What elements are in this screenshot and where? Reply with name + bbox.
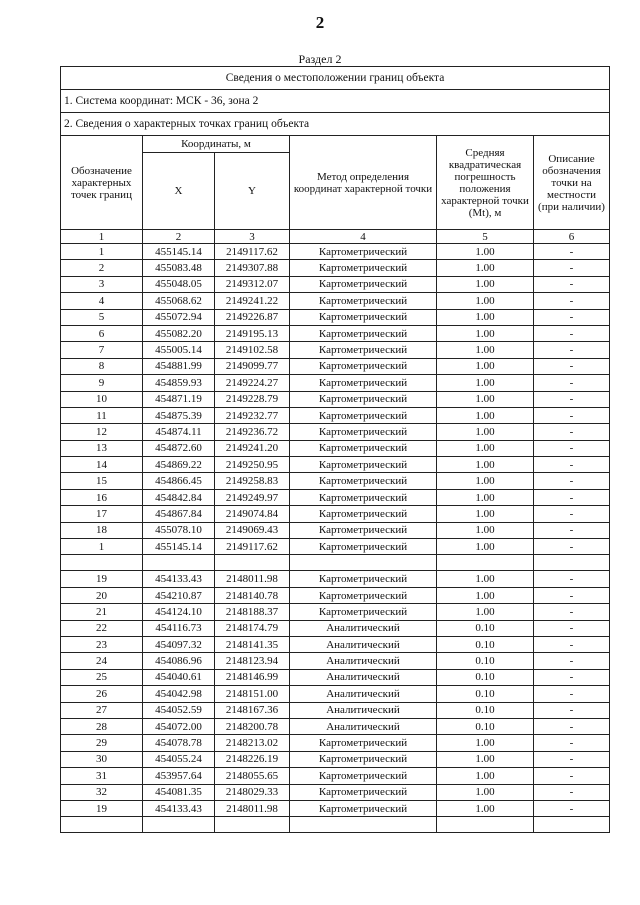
header-y: Y: [215, 153, 290, 230]
method-cell: Картометрический: [290, 522, 437, 538]
description-cell: -: [534, 587, 610, 603]
point-number-cell: 32: [61, 784, 143, 800]
table-row: [61, 686, 610, 702]
point-number-cell: 13: [61, 440, 143, 456]
description-cell: -: [534, 506, 610, 522]
x-coordinate-cell: 454866.45: [143, 473, 215, 489]
error-cell: 1.00: [437, 489, 534, 505]
method-cell: Картометрический: [290, 800, 437, 816]
error-cell: 1.00: [437, 784, 534, 800]
table-row: [61, 342, 610, 358]
point-number-cell: 23: [61, 636, 143, 652]
method-cell: Аналитический: [290, 620, 437, 636]
error-cell: 0.10: [437, 686, 534, 702]
point-number-cell: 16: [61, 489, 143, 505]
error-cell: 1.00: [437, 424, 534, 440]
point-number-cell: 26: [61, 686, 143, 702]
point-number-cell: 17: [61, 506, 143, 522]
y-coordinate-cell: 2149241.20: [215, 440, 290, 456]
x-coordinate-cell: 455072.94: [143, 309, 215, 325]
table-row: [61, 620, 610, 636]
empty-cell: [143, 817, 215, 833]
error-cell: 1.00: [437, 571, 534, 587]
point-number-cell: 15: [61, 473, 143, 489]
x-coordinate-cell: 455078.10: [143, 522, 215, 538]
error-cell: 1.00: [437, 457, 534, 473]
x-coordinate-cell: 454875.39: [143, 407, 215, 423]
table-row: [61, 800, 610, 816]
empty-cell: [437, 555, 534, 571]
method-cell: Картометрический: [290, 440, 437, 456]
description-cell: -: [534, 784, 610, 800]
column-number-row: [61, 230, 610, 244]
table-row: [61, 653, 610, 669]
point-number-cell: 5: [61, 309, 143, 325]
method-cell: Картометрический: [290, 244, 437, 260]
empty-cell: [215, 817, 290, 833]
error-cell: 1.00: [437, 260, 534, 276]
table-row: [61, 604, 610, 620]
x-coordinate-cell: 454081.35: [143, 784, 215, 800]
description-cell: -: [534, 751, 610, 767]
column-number: 1: [61, 230, 143, 244]
table-row: [61, 244, 610, 260]
point-number-cell: 7: [61, 342, 143, 358]
x-coordinate-cell: 455068.62: [143, 293, 215, 309]
point-number-cell: 27: [61, 702, 143, 718]
x-coordinate-cell: 454055.24: [143, 751, 215, 767]
table-row: [61, 571, 610, 587]
points-heading: 2. Сведения о характерных точках границ объекта: [61, 113, 610, 136]
method-cell: Картометрический: [290, 784, 437, 800]
x-coordinate-cell: 454040.61: [143, 669, 215, 685]
point-number-cell: 11: [61, 407, 143, 423]
table-row: [61, 784, 610, 800]
x-coordinate-cell: 453957.64: [143, 768, 215, 784]
empty-cell: [143, 555, 215, 571]
description-cell: -: [534, 407, 610, 423]
method-cell: Аналитический: [290, 636, 437, 652]
error-cell: 1.00: [437, 309, 534, 325]
column-number: 4: [290, 230, 437, 244]
point-number-cell: 24: [61, 653, 143, 669]
method-cell: Картометрический: [290, 424, 437, 440]
method-cell: Картометрический: [290, 457, 437, 473]
description-cell: -: [534, 391, 610, 407]
description-cell: -: [534, 653, 610, 669]
x-coordinate-cell: 454042.98: [143, 686, 215, 702]
error-cell: 0.10: [437, 620, 534, 636]
method-cell: Аналитический: [290, 702, 437, 718]
y-coordinate-cell: 2149224.27: [215, 375, 290, 391]
table-row: [61, 424, 610, 440]
method-cell: Картометрический: [290, 358, 437, 374]
error-cell: 1.00: [437, 473, 534, 489]
empty-cell: [61, 817, 143, 833]
error-cell: 1.00: [437, 539, 534, 555]
y-coordinate-cell: 2148141.35: [215, 636, 290, 652]
y-coordinate-cell: 2148055.65: [215, 768, 290, 784]
point-number-cell: 28: [61, 718, 143, 734]
point-number-cell: 2: [61, 260, 143, 276]
table-row: [61, 276, 610, 292]
method-cell: Картометрический: [290, 751, 437, 767]
description-cell: -: [534, 325, 610, 341]
x-coordinate-cell: 455082.20: [143, 325, 215, 341]
header-x: X: [143, 153, 215, 230]
error-cell: 1.00: [437, 391, 534, 407]
description-cell: -: [534, 669, 610, 685]
description-cell: -: [534, 735, 610, 751]
error-cell: 1.00: [437, 244, 534, 260]
column-number: 2: [143, 230, 215, 244]
point-number-cell: 31: [61, 768, 143, 784]
method-cell: Аналитический: [290, 718, 437, 734]
description-cell: -: [534, 718, 610, 734]
method-cell: Картометрический: [290, 309, 437, 325]
description-cell: -: [534, 686, 610, 702]
section-title: Раздел 2: [298, 52, 342, 66]
table-row: [61, 587, 610, 603]
point-number-cell: 10: [61, 391, 143, 407]
error-cell: 1.00: [437, 751, 534, 767]
point-number-cell: 14: [61, 457, 143, 473]
x-coordinate-cell: 454124.10: [143, 604, 215, 620]
error-cell: 1.00: [437, 358, 534, 374]
description-cell: -: [534, 342, 610, 358]
error-cell: 0.10: [437, 669, 534, 685]
x-coordinate-cell: 454086.96: [143, 653, 215, 669]
description-cell: -: [534, 244, 610, 260]
error-cell: 1.00: [437, 506, 534, 522]
column-number: 3: [215, 230, 290, 244]
error-cell: 1.00: [437, 735, 534, 751]
x-coordinate-cell: 454097.32: [143, 636, 215, 652]
table-row: [61, 539, 610, 555]
header-point-designation: Обозначение характерных точек границ: [61, 136, 143, 230]
y-coordinate-cell: 2148174.79: [215, 620, 290, 636]
method-cell: Картометрический: [290, 539, 437, 555]
y-coordinate-cell: 2148151.00: [215, 686, 290, 702]
coordinate-system: 1. Система координат: МСК - 36, зона 2: [61, 90, 610, 113]
y-coordinate-cell: 2148167.36: [215, 702, 290, 718]
method-cell: Картометрический: [290, 407, 437, 423]
empty-cell: [61, 555, 143, 571]
method-cell: Картометрический: [290, 375, 437, 391]
error-cell: 1.00: [437, 325, 534, 341]
y-coordinate-cell: 2149307.88: [215, 260, 290, 276]
point-number-cell: 30: [61, 751, 143, 767]
y-coordinate-cell: 2149117.62: [215, 244, 290, 260]
empty-cell: [290, 555, 437, 571]
description-cell: -: [534, 702, 610, 718]
table-row: [61, 293, 610, 309]
x-coordinate-cell: 454842.84: [143, 489, 215, 505]
error-cell: 1.00: [437, 522, 534, 538]
y-coordinate-cell: 2148213.02: [215, 735, 290, 751]
description-cell: -: [534, 473, 610, 489]
point-number-cell: 22: [61, 620, 143, 636]
point-number-cell: 3: [61, 276, 143, 292]
empty-cell: [290, 817, 437, 833]
method-cell: Картометрический: [290, 571, 437, 587]
error-cell: 1.00: [437, 407, 534, 423]
header-description: Описание обозначения точки на местности (при наличии): [534, 136, 610, 230]
method-cell: Картометрический: [290, 325, 437, 341]
y-coordinate-cell: 2148011.98: [215, 800, 290, 816]
column-number: 5: [437, 230, 534, 244]
y-coordinate-cell: 2149099.77: [215, 358, 290, 374]
x-coordinate-cell: 454867.84: [143, 506, 215, 522]
table-row: [61, 358, 610, 374]
y-coordinate-cell: 2149195.13: [215, 325, 290, 341]
y-coordinate-cell: 2149241.22: [215, 293, 290, 309]
y-coordinate-cell: 2149236.72: [215, 424, 290, 440]
x-coordinate-cell: 454116.73: [143, 620, 215, 636]
method-cell: Картометрический: [290, 768, 437, 784]
description-cell: -: [534, 276, 610, 292]
y-coordinate-cell: 2148226.19: [215, 751, 290, 767]
y-coordinate-cell: 2148200.78: [215, 718, 290, 734]
x-coordinate-cell: 454072.00: [143, 718, 215, 734]
empty-cell: [534, 555, 610, 571]
error-cell: 1.00: [437, 604, 534, 620]
y-coordinate-cell: 2149232.77: [215, 407, 290, 423]
x-coordinate-cell: 454872.60: [143, 440, 215, 456]
y-coordinate-cell: 2149102.58: [215, 342, 290, 358]
point-number-cell: 1: [61, 244, 143, 260]
description-cell: -: [534, 604, 610, 620]
description-cell: -: [534, 539, 610, 555]
y-coordinate-cell: 2149117.62: [215, 539, 290, 555]
x-coordinate-cell: 454871.19: [143, 391, 215, 407]
point-number-cell: 4: [61, 293, 143, 309]
description-cell: -: [534, 800, 610, 816]
y-coordinate-cell: 2148011.98: [215, 571, 290, 587]
x-coordinate-cell: 454078.78: [143, 735, 215, 751]
column-number: 6: [534, 230, 610, 244]
error-cell: 1.00: [437, 440, 534, 456]
table-title: Сведения о местоположении границ объекта: [61, 67, 610, 90]
description-cell: -: [534, 424, 610, 440]
error-cell: 1.00: [437, 276, 534, 292]
description-cell: -: [534, 489, 610, 505]
method-cell: Картометрический: [290, 506, 437, 522]
description-cell: -: [534, 620, 610, 636]
description-cell: -: [534, 522, 610, 538]
method-cell: Картометрический: [290, 587, 437, 603]
description-cell: -: [534, 768, 610, 784]
table-row: [61, 768, 610, 784]
point-number-cell: 9: [61, 375, 143, 391]
table-row: [61, 751, 610, 767]
x-coordinate-cell: 454133.43: [143, 571, 215, 587]
y-coordinate-cell: 2149258.83: [215, 473, 290, 489]
description-cell: -: [534, 440, 610, 456]
table-row: [61, 457, 610, 473]
table-row: [61, 473, 610, 489]
description-cell: -: [534, 571, 610, 587]
y-coordinate-cell: 2148140.78: [215, 587, 290, 603]
table-row: [61, 735, 610, 751]
error-cell: 0.10: [437, 636, 534, 652]
method-cell: Аналитический: [290, 686, 437, 702]
x-coordinate-cell: 454881.99: [143, 358, 215, 374]
table-row: [61, 309, 610, 325]
header-error: Средняя квадратическая погрешность положения характерной точки (Mt), м: [437, 136, 534, 230]
table-row: [61, 636, 610, 652]
method-cell: Картометрический: [290, 735, 437, 751]
y-coordinate-cell: 2149226.87: [215, 309, 290, 325]
table-row: [61, 440, 610, 456]
page-number: 2: [315, 13, 325, 32]
table-row: [61, 718, 610, 734]
table-row: [61, 391, 610, 407]
header-method: Метод определения координат характерной точки: [290, 136, 437, 230]
point-number-cell: 8: [61, 358, 143, 374]
table-row: [61, 506, 610, 522]
point-number-cell: 19: [61, 571, 143, 587]
y-coordinate-cell: 2149228.79: [215, 391, 290, 407]
empty-cell: [215, 555, 290, 571]
method-cell: Картометрический: [290, 260, 437, 276]
error-cell: 1.00: [437, 800, 534, 816]
empty-cell: [437, 817, 534, 833]
y-coordinate-cell: 2148188.37: [215, 604, 290, 620]
x-coordinate-cell: 454859.93: [143, 375, 215, 391]
point-number-cell: 18: [61, 522, 143, 538]
table-row: [61, 375, 610, 391]
x-coordinate-cell: 454133.43: [143, 800, 215, 816]
y-coordinate-cell: 2149069.43: [215, 522, 290, 538]
point-number-cell: 6: [61, 325, 143, 341]
description-cell: -: [534, 293, 610, 309]
y-coordinate-cell: 2148146.99: [215, 669, 290, 685]
method-cell: Картометрический: [290, 276, 437, 292]
point-number-cell: 19: [61, 800, 143, 816]
error-cell: 0.10: [437, 653, 534, 669]
y-coordinate-cell: 2149250.95: [215, 457, 290, 473]
x-coordinate-cell: 455005.14: [143, 342, 215, 358]
error-cell: 1.00: [437, 375, 534, 391]
table-row: [61, 702, 610, 718]
description-cell: -: [534, 260, 610, 276]
error-cell: 0.10: [437, 702, 534, 718]
error-cell: 1.00: [437, 342, 534, 358]
description-cell: -: [534, 457, 610, 473]
y-coordinate-cell: 2149074.84: [215, 506, 290, 522]
method-cell: Картометрический: [290, 489, 437, 505]
x-coordinate-cell: 455048.05: [143, 276, 215, 292]
y-coordinate-cell: 2149249.97: [215, 489, 290, 505]
method-cell: Картометрический: [290, 342, 437, 358]
method-cell: Аналитический: [290, 669, 437, 685]
method-cell: Картометрический: [290, 473, 437, 489]
header-coordinates: Координаты, м: [143, 136, 290, 153]
x-coordinate-cell: 454210.87: [143, 587, 215, 603]
x-coordinate-cell: 454874.11: [143, 424, 215, 440]
error-cell: 1.00: [437, 768, 534, 784]
x-coordinate-cell: 454052.59: [143, 702, 215, 718]
x-coordinate-cell: 455145.14: [143, 539, 215, 555]
description-cell: -: [534, 636, 610, 652]
point-number-cell: 25: [61, 669, 143, 685]
boundary-points-table: [60, 66, 610, 833]
table-row: [61, 489, 610, 505]
y-coordinate-cell: 2148123.94: [215, 653, 290, 669]
table-row: [61, 325, 610, 341]
description-cell: -: [534, 358, 610, 374]
method-cell: Картометрический: [290, 604, 437, 620]
trailing-empty-row: [61, 817, 610, 833]
point-number-cell: 1: [61, 539, 143, 555]
group-spacer-row: [61, 555, 610, 571]
error-cell: 0.10: [437, 718, 534, 734]
x-coordinate-cell: 454869.22: [143, 457, 215, 473]
description-cell: -: [534, 309, 610, 325]
method-cell: Картометрический: [290, 391, 437, 407]
method-cell: Картометрический: [290, 293, 437, 309]
point-number-cell: 12: [61, 424, 143, 440]
table-row: [61, 522, 610, 538]
error-cell: 1.00: [437, 293, 534, 309]
point-number-cell: 20: [61, 587, 143, 603]
x-coordinate-cell: 455145.14: [143, 244, 215, 260]
error-cell: 1.00: [437, 587, 534, 603]
x-coordinate-cell: 455083.48: [143, 260, 215, 276]
point-number-cell: 21: [61, 604, 143, 620]
method-cell: Аналитический: [290, 653, 437, 669]
point-number-cell: 29: [61, 735, 143, 751]
y-coordinate-cell: 2148029.33: [215, 784, 290, 800]
description-cell: -: [534, 375, 610, 391]
table-row: [61, 669, 610, 685]
table-row: [61, 407, 610, 423]
empty-cell: [534, 817, 610, 833]
y-coordinate-cell: 2149312.07: [215, 276, 290, 292]
table-row: [61, 260, 610, 276]
